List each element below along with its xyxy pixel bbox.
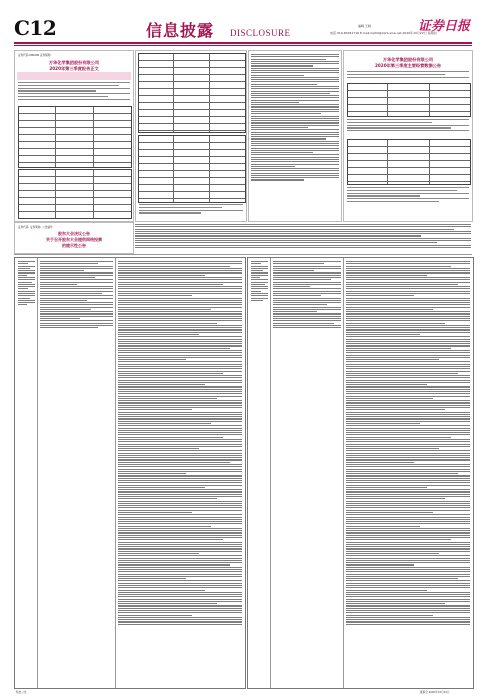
masthead <box>0 0 484 44</box>
quarterly-report-block <box>14 50 134 222</box>
editor-credit: 编辑 王晓 <box>358 24 371 28</box>
right-index-col <box>251 261 268 685</box>
left-content-col <box>118 261 242 685</box>
notice-title-3: 的提示性公告 <box>62 243 86 248</box>
dense-text <box>251 54 339 218</box>
masthead-rule-thin <box>14 45 472 46</box>
footer-note-right: 董事会 2020年10月22日 <box>420 691 450 694</box>
footer-note-left: 特此公告。 <box>16 691 29 694</box>
large-table-right <box>247 257 474 689</box>
masthead-rule <box>14 42 472 44</box>
notice-title-1: 股东大会决议公告 <box>58 231 90 236</box>
closing-text <box>347 187 469 217</box>
report-tables-block <box>135 50 247 222</box>
balance-table <box>138 53 246 133</box>
company-name-right: 万华化学集团股份有限公司 <box>382 57 434 62</box>
meeting-notice-block <box>14 222 134 254</box>
operating-data-block <box>343 50 473 222</box>
company-name: 万华化学集团股份有限公司 <box>48 60 100 65</box>
stock-code-line: 证券代码:000000 证券简称: <box>18 54 52 57</box>
section-title: 信息披露 <box>146 21 215 40</box>
price-table <box>347 139 471 185</box>
section-divider <box>14 254 472 255</box>
income-table <box>138 135 246 203</box>
section-title-en: DISCLOSURE <box>230 28 291 38</box>
notice-band <box>17 72 131 80</box>
right-content-col <box>346 261 470 685</box>
notice-title-2: 关于召开股东大会提供网络投票 <box>46 237 102 242</box>
table-col-line <box>115 258 116 688</box>
notice-code-line: 证券代码: 证券简称: 公告编号: <box>18 226 54 229</box>
shareholder-table <box>18 169 132 219</box>
newspaper-logo: 证券日报 <box>418 19 471 34</box>
production-table <box>347 83 471 117</box>
report-title-right: 2020年第三季度主要经营数据公告 <box>374 63 442 68</box>
left-index-col <box>18 261 35 685</box>
table-col-line <box>343 258 344 688</box>
table-col-line <box>37 258 38 688</box>
large-table-left <box>14 257 246 689</box>
report-text-column <box>248 50 342 222</box>
right-item-col <box>273 261 341 685</box>
left-item-col <box>40 261 113 685</box>
intro-text <box>347 71 469 81</box>
price-text <box>347 119 469 137</box>
page-number: C12 <box>14 16 57 40</box>
table-notes <box>139 204 243 219</box>
mid-text-strip <box>135 224 471 252</box>
report-text <box>18 82 130 104</box>
contact-line: 电话 010-83251716 E-mail:zqrb9@zqrb.sina.net 2020年10月22日 星期四 <box>330 31 437 35</box>
report-title: 2020年第三季度报告正文 <box>49 66 99 71</box>
table-col-line <box>270 258 271 688</box>
financial-table <box>18 106 132 168</box>
